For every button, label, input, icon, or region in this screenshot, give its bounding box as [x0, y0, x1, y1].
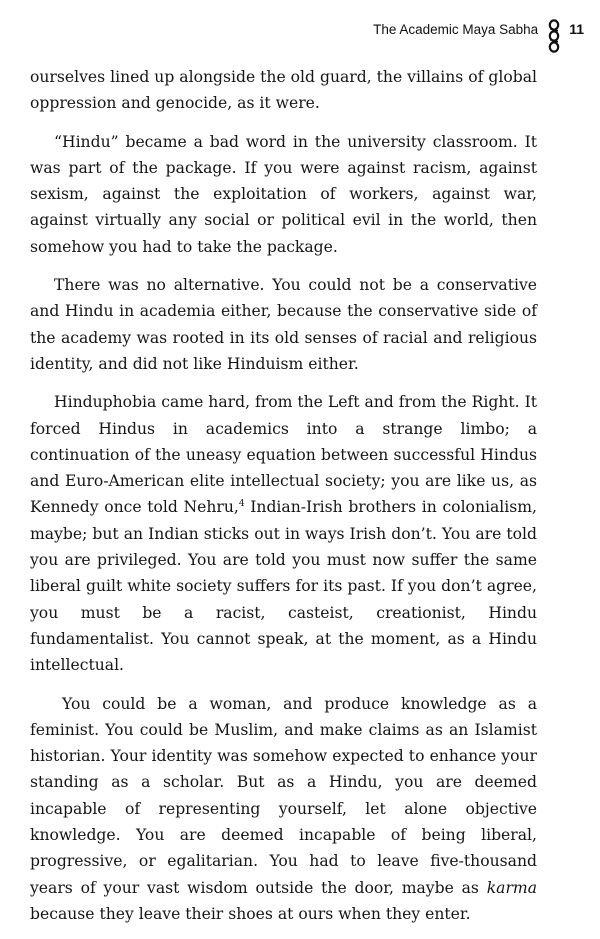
footnote-marker[interactable]: 4: [238, 499, 245, 510]
italic-term: karma: [486, 878, 537, 897]
paragraph-text: because they leave their shoes at ours when they enter.: [30, 904, 471, 923]
paragraph-text: You could be a woman, and produce knowledge as a feminist. You could be Muslim, and make claims as an Islamist historian. Your identity was somehow expected to enhance your standing as a scholar. But as a Hindu, you are deemed incapable of representing yourself, let alone objective knowledge. You are deemed incapable of being liberal, progressive, or egalitarian. You had to leave five-thousand years of your vast wisdom outside the door, maybe as: [30, 694, 537, 897]
paragraph: There was no alternative. You could not be a conservative and Hindu in academia either, because the conservative side of the academy was rooted in its old senses of racial and religious identity, and did not like Hinduism either.: [30, 276, 537, 373]
knot-ornament-icon: [547, 19, 561, 53]
paragraph: “Hindu” became a bad word in the university classroom. It was part of the package. If you were against racism, against sexism, against the exploitation of workers, against war, against virtually any social or political evil in the world, then somehow you had to take the package.: [30, 132, 537, 256]
paragraph: [30, 691, 537, 928]
paragraph: [30, 389, 537, 678]
paragraph-continued: ourselves lined up alongside the old guard, the villains of global oppression and genocide, as it were.: [30, 68, 537, 113]
running-title: The Academic Maya Sabha: [373, 22, 539, 37]
page-number: 11: [569, 21, 584, 37]
paragraph-text: Indian-Irish brothers in colonialism, maybe; but an Indian sticks out in ways Irish don’t. You are told you are privileged. You are told you must now suffer the same liberal guilt white society suffers for its past. If you don’t agree, you must be a racist, casteist, creationist, Hindu fundamentalist. You cannot speak, at the moment, as a Hindu intellectual.: [30, 498, 537, 675]
running-head: [373, 19, 584, 49]
paragraph-text: Hinduphobia came hard, from the Left and from the Right. It forced Hindus in academics into a strange limbo; a continuation of the uneasy equation between successful Hindus and Euro-American elite intellectual society; you are like us, as Kennedy once told Nehru,: [30, 393, 537, 517]
body-text: [30, 64, 537, 939]
